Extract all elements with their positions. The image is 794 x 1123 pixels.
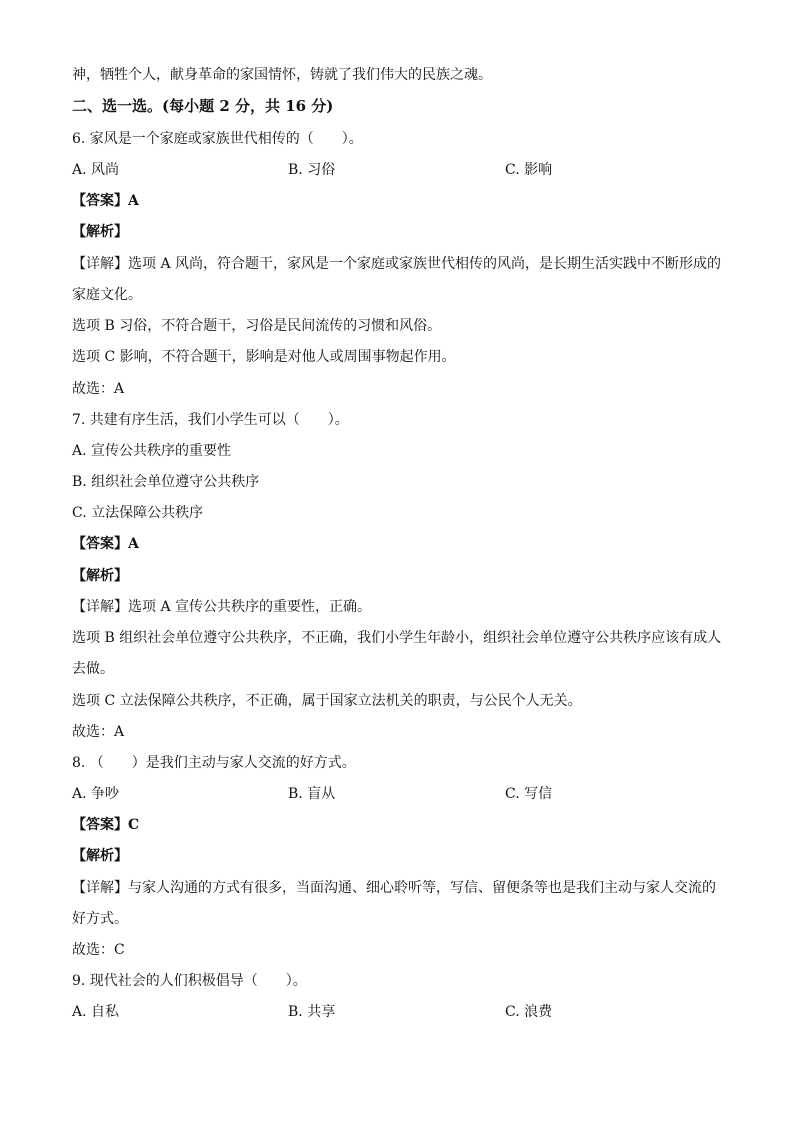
question-7-stem: 7. 共建有序生活，我们小学生可以（ ）。 bbox=[72, 412, 349, 428]
question-7-detail-line: 【详解】选项 A 宣传公共秩序的重要性，正确。 bbox=[72, 599, 372, 615]
question-8-stem: 8. （ ）是我们主动与家人交流的好方式。 bbox=[72, 755, 356, 771]
question-9-option-c: C. 浪费 bbox=[505, 1004, 553, 1020]
question-6-analysis-label: 【解析】 bbox=[72, 224, 128, 240]
question-8-analysis-label: 【解析】 bbox=[72, 848, 128, 864]
question-6-conclusion: 故选：A bbox=[72, 381, 125, 397]
question-6-detail-line: 家庭文化。 bbox=[72, 287, 142, 303]
question-7-detail-line: 选项 B 组织社会单位遵守公共秩序，不正确，我们小学生年龄小，组织社会单位遵守公共秩序应该有成人 bbox=[72, 630, 722, 646]
question-9-stem: 9. 现代社会的人们积极倡导（ ）。 bbox=[72, 973, 307, 989]
question-7-option-b: B. 组织社会单位遵守公共秩序 bbox=[72, 474, 260, 490]
question-8-detail-line: 好方式。 bbox=[72, 911, 128, 927]
question-7-conclusion: 故选：A bbox=[72, 724, 125, 740]
question-8-option-b: B. 盲从 bbox=[288, 786, 336, 802]
question-9-option-a: A. 自私 bbox=[72, 1004, 120, 1020]
question-6-detail-line: 选项 B 习俗，不符合题干，习俗是民间流传的习惯和风俗。 bbox=[72, 318, 442, 334]
question-7-option-a: A. 宣传公共秩序的重要性 bbox=[72, 443, 232, 459]
question-7-answer: 【答案】A bbox=[72, 536, 139, 552]
intro-tail-text: 神，牺牲个人，献身革命的家国情怀，铸就了我们伟大的民族之魂。 bbox=[72, 67, 492, 83]
section-heading: 二、选一选。(每小题 2 分，共 16 分) bbox=[72, 97, 334, 115]
question-7-detail-line: 去做。 bbox=[72, 661, 114, 677]
question-8-option-a: A. 争吵 bbox=[72, 786, 120, 802]
question-8-answer: 【答案】C bbox=[72, 817, 140, 833]
question-6-stem: 6. 家风是一个家庭或家族世代相传的（ ）。 bbox=[72, 131, 363, 147]
question-6-detail-line: 选项 C 影响，不符合题干，影响是对他人或周围事物起作用。 bbox=[72, 349, 456, 365]
question-7-analysis-label: 【解析】 bbox=[72, 568, 128, 584]
question-7-detail-line: 选项 C 立法保障公共秩序，不正确，属于国家立法机关的职责，与公民个人无关。 bbox=[72, 693, 582, 709]
question-8-option-c: C. 写信 bbox=[505, 786, 553, 802]
question-8-detail-line: 【详解】与家人沟通的方式有很多，当面沟通、细心聆听等，写信、留便条等也是我们主动与家人交流的 bbox=[72, 880, 716, 896]
question-6-option-a: A. 风尚 bbox=[72, 162, 120, 178]
question-8-conclusion: 故选：C bbox=[72, 942, 125, 958]
question-6-option-b: B. 习俗 bbox=[288, 162, 336, 178]
question-9-option-b: B. 共享 bbox=[288, 1004, 336, 1020]
question-6-option-c: C. 影响 bbox=[505, 162, 553, 178]
question-7-option-c: C. 立法保障公共秩序 bbox=[72, 505, 204, 521]
question-6-detail-line: 【详解】选项 A 风尚，符合题干，家风是一个家庭或家族世代相传的风尚，是长期生活实践中不断形成的 bbox=[72, 256, 722, 272]
question-6-answer: 【答案】A bbox=[72, 193, 139, 209]
